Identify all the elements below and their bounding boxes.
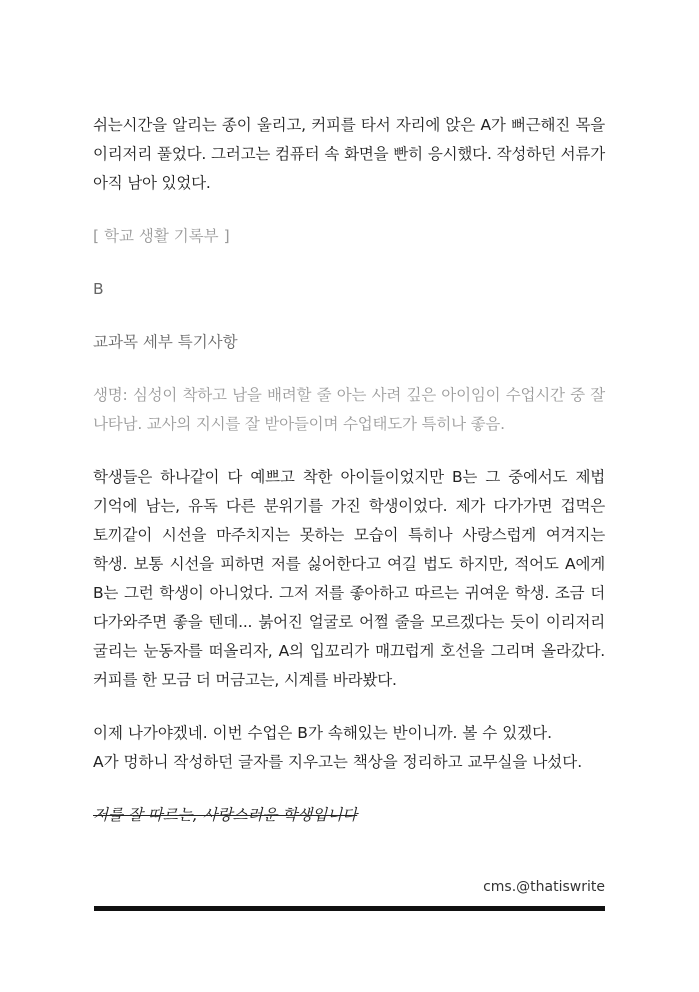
paragraph-leaving-line1: 이제 나가야겠네. 이번 수업은 B가 속해있는 반이니까. 볼 수 있겠다. <box>93 724 553 742</box>
paragraph-leaving-line2: A가 멍하니 작성하던 글자를 지우고는 책상을 정리하고 교무실을 나섰다. <box>93 753 583 771</box>
record-body: 생명: 심성이 착하고 남을 배려할 줄 아는 사려 깊은 아이임이 수업시간 중 잘 나타남. 교사의 지시를 잘 받아들이며 수업태도가 특히나 좋음. <box>93 386 605 433</box>
struck-through-line: 저를 잘 따르는, 사랑스러운 학생입니다 <box>93 806 358 824</box>
record-subject-heading: 교과목 세부 특기사항 <box>93 333 238 351</box>
record-title: [ 학교 생활 기록부 ] <box>93 227 230 245</box>
paragraph-students: 학생들은 하나같이 다 예쁘고 착한 아이들이었지만 B는 그 중에서도 제법 기억에 남는, 유독 다른 분위기를 가진 학생이었다. 제가 다가가면 겁먹은 토끼같이 시선을 마주치지는 못하는 모습이 특히나 사랑스럽게 여겨지는 학생. 보통 시선을 피하면 저를 싫어한다고 여길 법도 하지만, 적어도 A에게 B는 그런 학생이 아니었다. 그저 저를 좋아하고 따르는 귀여운 학생. 조금 더 다가와주면 좋을 텐데... 붉어진 얼굴로 어쩔 줄을 모르겠다는 듯이 이리저리 굴리는 눈동자를 떠올리자, A의 입꼬리가 매끄럽게 호선을 그리며 올라갔다. 커피를 한 모금 더 머금고는, 시계를 바라봤다. <box>93 468 605 689</box>
document-body <box>93 111 605 830</box>
footer-divider <box>94 906 605 911</box>
author-credit: cms.@thatiswrite <box>483 879 605 895</box>
record-student-name: B <box>93 280 104 298</box>
paragraph-opening: 쉬는시간을 알리는 종이 울리고, 커피를 타서 자리에 앉은 A가 뻐근해진 목을 이리저리 풀었다. 그러고는 컴퓨터 속 화면을 빤히 응시했다. 작성하던 서류가 아직 남아 있었다. <box>93 116 605 192</box>
